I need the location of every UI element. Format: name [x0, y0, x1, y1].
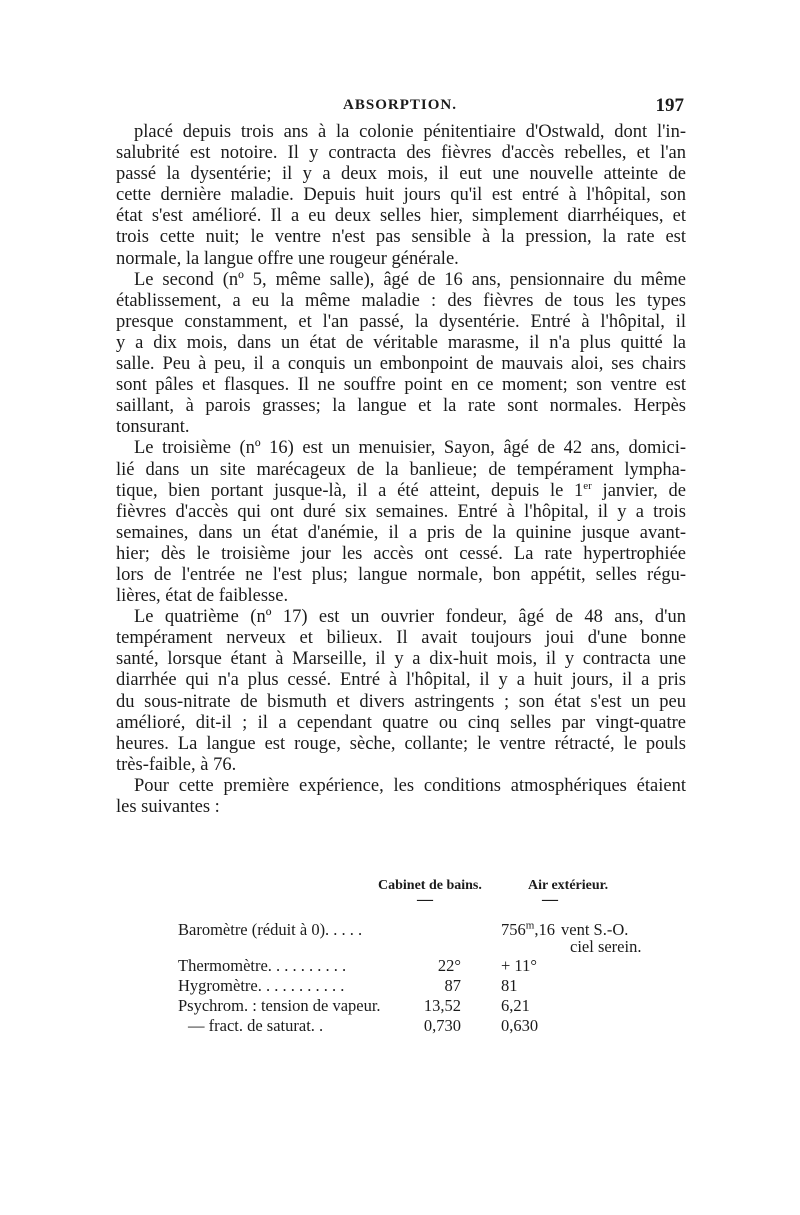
column-header-bath: Cabinet de bains.: [378, 878, 482, 893]
table-row: [116, 996, 686, 1016]
bath-value: 87: [444, 976, 461, 995]
text-line: salubrité est notoire. Il y contracta des fièvres d'accès rebelles, et l'an: [116, 143, 686, 164]
air-value: 81: [501, 976, 518, 995]
text-line: presque constamment, et l'an passé, la dysentérie. Entré à l'hôpital, il: [116, 311, 686, 332]
text-line: tempérament nerveux et bilieux. Il avait toujours joui d'une bonne: [116, 628, 686, 649]
text-line: normale, la langue offre une rougeur générale.: [116, 248, 459, 269]
text-line: sont pâles et flasques. Il ne souffre point en ce moment; son ventre est: [116, 375, 686, 396]
bath-value: 22°: [437, 956, 461, 975]
text-line: établissement, a eu la même maladie : des fièvres de tous les types: [116, 290, 686, 311]
text-line: y a dix mois, dans un état de véritable marasme, il n'a plus quitté la: [116, 332, 686, 353]
row-label: Psychrom. : tension de vapeur.: [178, 996, 381, 1015]
text-line: saillant, à parois grasses; la langue et la rate sont normales. Herpès: [116, 396, 686, 417]
text-line: trois cette nuit; le ventre n'est pas sensible à la pression, la rate est: [116, 227, 686, 248]
table-row: [116, 976, 686, 996]
row-label: Hygromètre. . . . . . . . . . .: [178, 976, 345, 995]
body-text: [116, 122, 686, 818]
text-line: tique, bien portant jusque-là, il a été atteint, depuis le 1er janvier, de: [116, 479, 686, 501]
air-note: ciel serein.: [570, 937, 642, 956]
paragraph: [116, 607, 686, 776]
text-line: hier; dès le troisième jour les accès ont cessé. La rate hypertrophiée: [116, 543, 686, 564]
row-label: — fract. de saturat. .: [188, 1016, 324, 1035]
paragraph: [116, 122, 686, 270]
text-line: santé, lorsque étant à Marseille, il y a dix-huit mois, il y contracta une: [116, 649, 686, 670]
text-line: placé depuis trois ans à la colonie pénitentiaire d'Ostwald, dont l'in-: [134, 122, 686, 142]
air-value: 756$^m$,16: [501, 919, 555, 939]
text-line: heures. La langue est rouge, sèche, collante; le ventre rétracté, le pouls: [116, 733, 686, 754]
paragraph: [116, 776, 686, 818]
running-head: [116, 97, 684, 119]
text-line: lors de l'entrée ne l'est plus; langue normale, bon appétit, selles régu-: [116, 564, 686, 585]
air-value: 0,630: [501, 1016, 539, 1035]
page-number: 197: [655, 95, 684, 116]
text-line: les suivantes :: [116, 797, 220, 817]
bath-value: 13,52: [423, 996, 461, 1015]
text-line: tonsurant.: [116, 417, 190, 438]
text-line: du sous-nitrate de bismuth et divers astringents ; son état s'est un peu: [116, 691, 686, 712]
text-line: très-faible, à 76.: [116, 754, 237, 775]
bath-value: 0,730: [423, 1016, 461, 1035]
text-line: Le second (nº 5, même salle), âgé de 16 ans, pensionnaire du même: [134, 269, 686, 290]
air-value: 6,21: [501, 996, 530, 1015]
air-note: vent S.-O.: [561, 920, 629, 939]
paragraph: [116, 270, 686, 439]
text-line: salle. Peu à peu, il a conquis un embonpoint de mauvais aloi, ses chairs: [116, 354, 686, 375]
running-title: ABSORPTION.: [343, 97, 457, 113]
text-line: Pour cette première expérience, les conditions atmosphériques étaient: [134, 775, 686, 796]
row-label: Baromètre (réduit à 0). . . . .: [178, 920, 363, 939]
text-line: cette dernière maladie. Depuis huit jours qu'il est entré à l'hôpital, son: [116, 185, 686, 206]
text-line: amélioré, dit-il ; il a cependant quatre ou cinq selles par vingt-quatre: [116, 712, 686, 733]
text-line: état s'est amélioré. Il a eu deux selles hier, simplement diarrhéiques, et: [116, 206, 686, 227]
text-line: Le quatrième (nº 17) est un ouvrier fondeur, âgé de 48 ans, d'un: [134, 607, 686, 628]
air-value: + 11°: [501, 956, 537, 975]
table-row: [116, 956, 686, 976]
paragraph: [116, 438, 686, 607]
text-line: semaines, dans un état d'anémie, il a pris de la quinine jusque avant-: [116, 522, 686, 543]
table-row: [116, 1016, 686, 1036]
text-line: Le troisième (nº 16) est un menuisier, Sayon, âgé de 42 ans, domici-: [134, 438, 686, 459]
table-row: [116, 937, 686, 957]
row-label: Thermomètre. . . . . . . . . .: [178, 956, 347, 975]
column-rule-air: —: [542, 891, 558, 908]
text-line: fièvres d'accès qui ont duré six semaines. Entré à l'hôpital, il y a trois: [116, 501, 686, 522]
text-line: diarrhée qui n'a plus cessé. Entré à l'hôpital, il y a huit jours, il a pris: [116, 670, 686, 691]
text-line: lié dans un site marécageux de la banlieue; de tempérament lympha-: [116, 459, 686, 480]
text-line: passé la dysentérie; il y a deux mois, il eut une nouvelle atteinte de: [116, 164, 686, 185]
column-rule-bath: —: [417, 891, 433, 908]
text-line: lières, état de faiblesse.: [116, 586, 289, 607]
column-header-air: Air extérieur.: [528, 878, 609, 893]
